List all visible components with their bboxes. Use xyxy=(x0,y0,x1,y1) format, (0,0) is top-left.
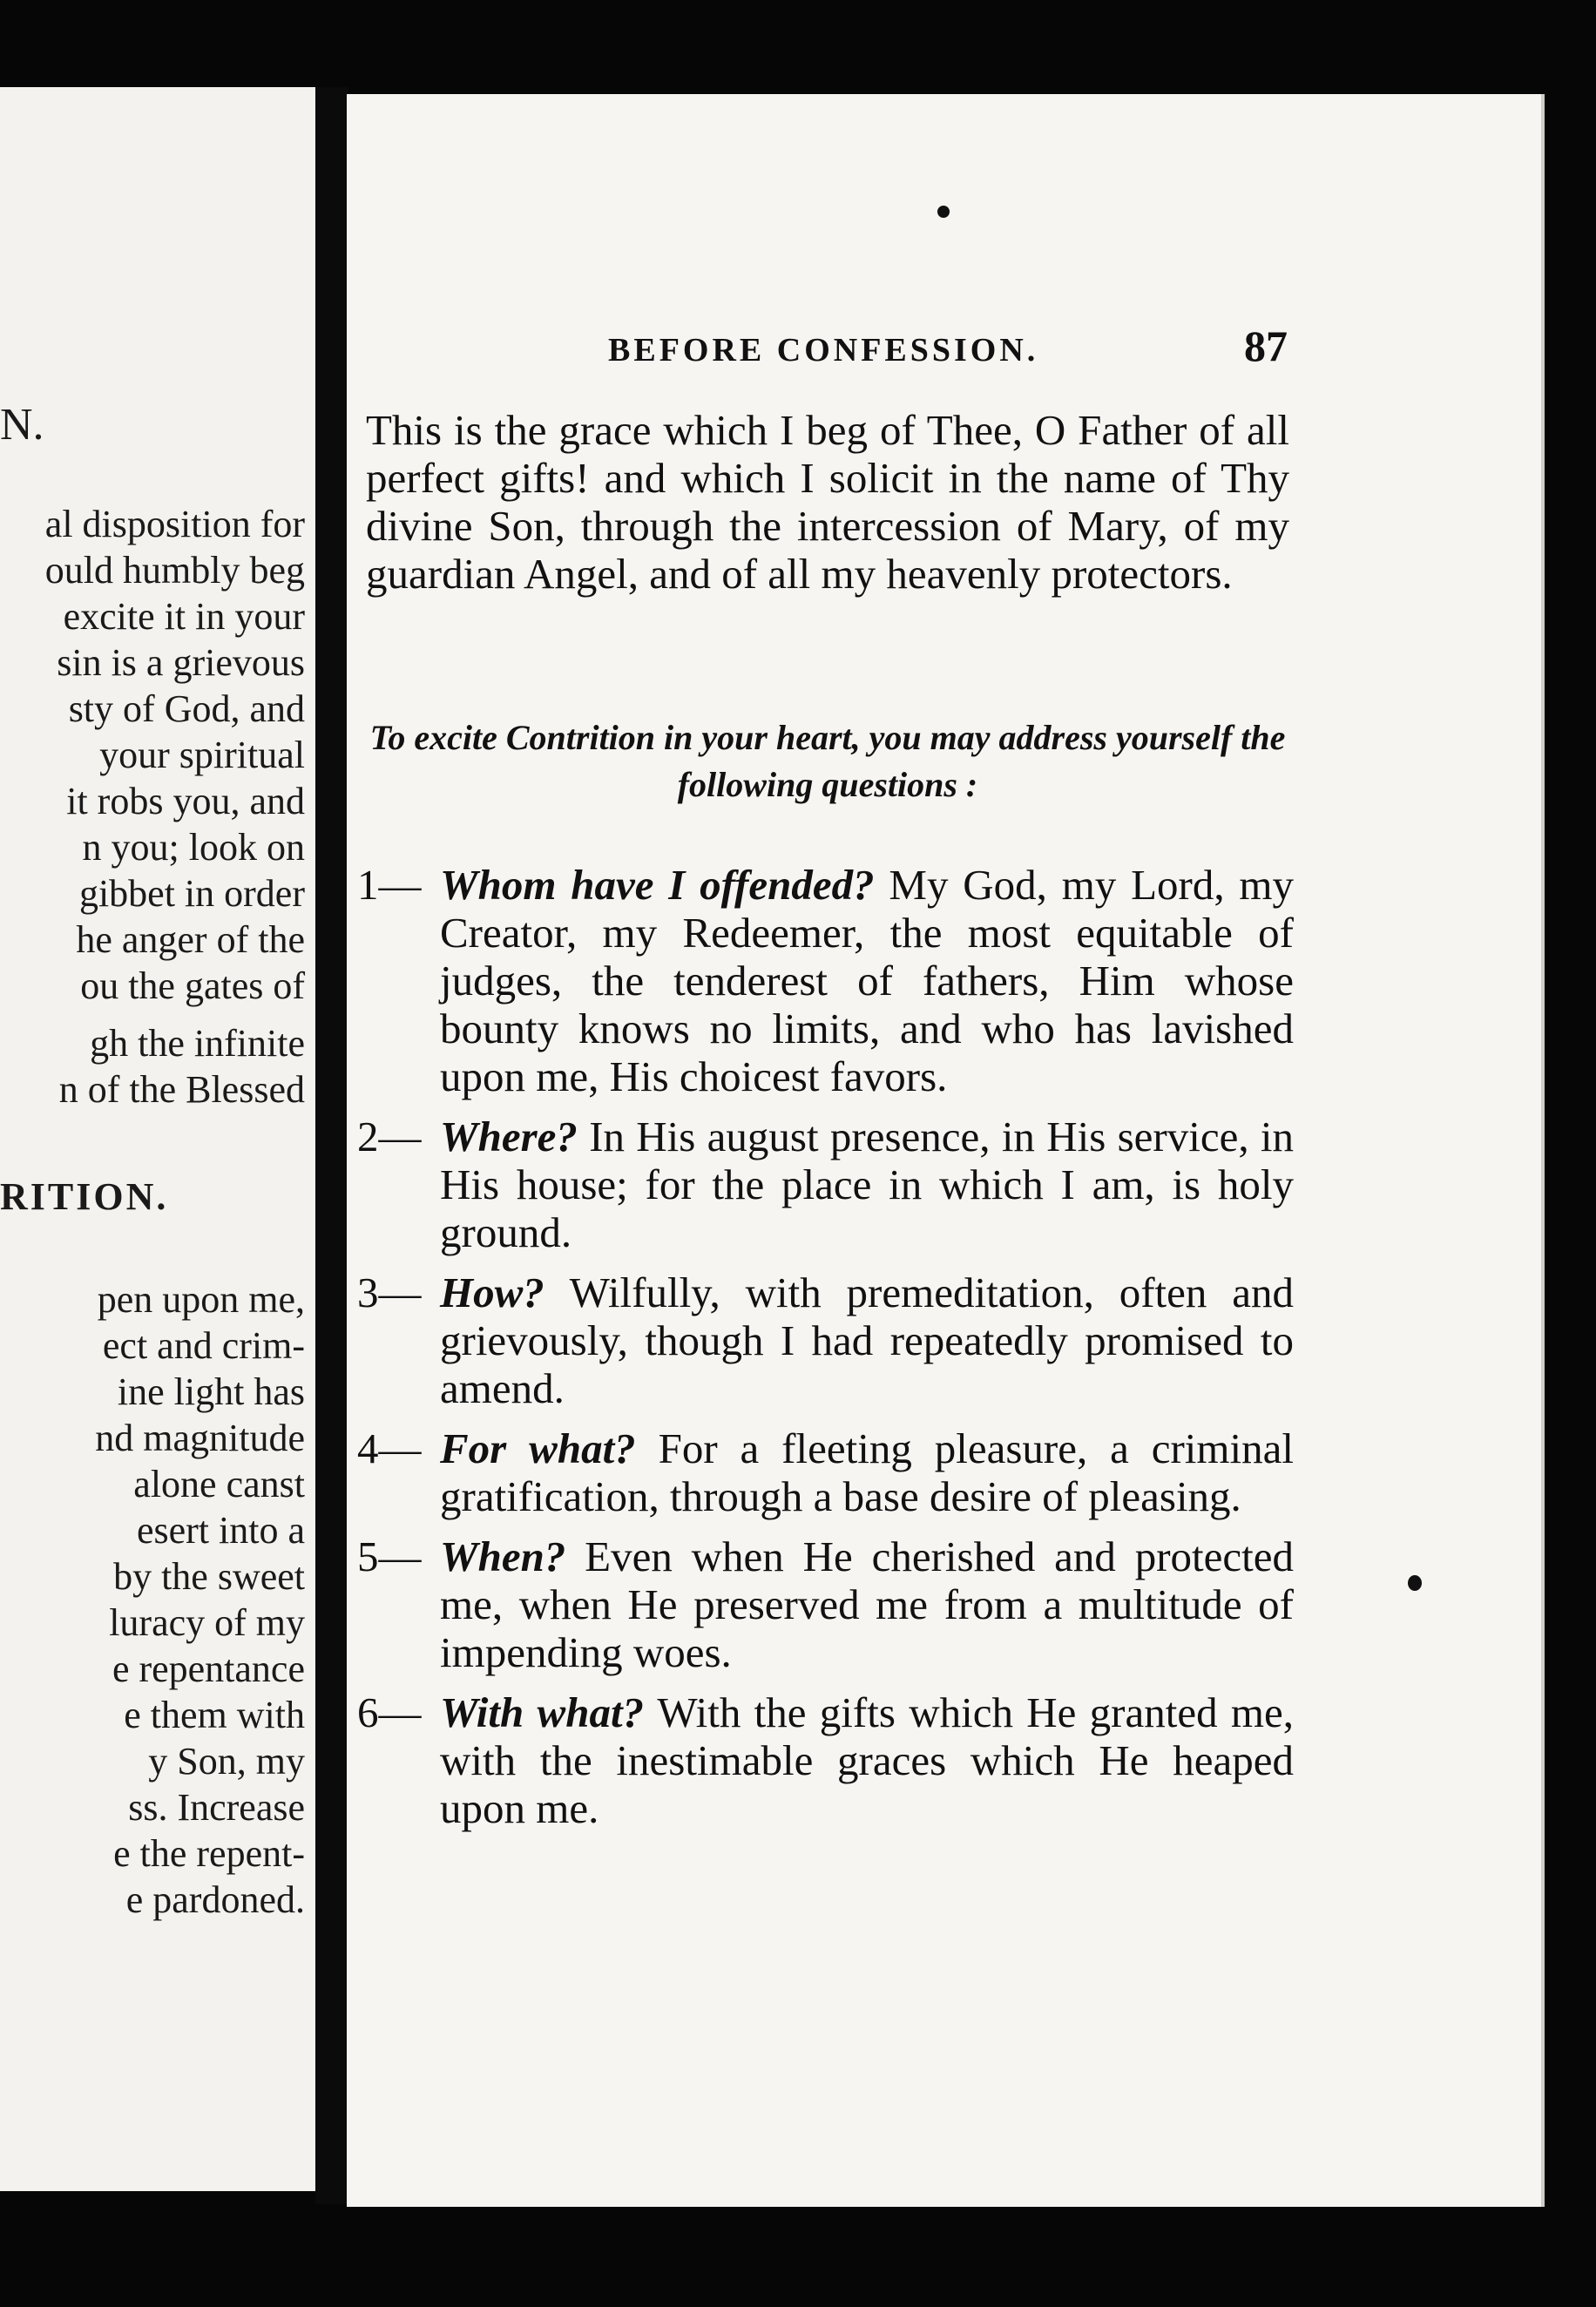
left-line: it robs you, and xyxy=(66,780,305,822)
left-line: ou the gates of xyxy=(80,964,305,1007)
left-line: pen upon me, xyxy=(97,1278,305,1321)
left-line: gh the infinite xyxy=(90,1022,305,1065)
answer-text: With the gifts which He granted me, with the inestimable graces which He heaped upon me. xyxy=(440,1688,1294,1832)
question-item xyxy=(357,1269,1294,1412)
scan-speck xyxy=(1408,1575,1422,1591)
question-number: 1— xyxy=(357,861,422,909)
left-line: al disposition for xyxy=(44,503,305,545)
left-line: n of the Blessed xyxy=(58,1068,305,1111)
left-line: e them with xyxy=(124,1694,305,1736)
running-title: BEFORE CONFESSION. xyxy=(608,332,1039,369)
question-text: When? xyxy=(440,1532,585,1580)
left-page-fragment xyxy=(0,87,315,2191)
answer-text: Even when He cherished and protected me, when He preserved me from a multitude of impending woes. xyxy=(440,1532,1295,1676)
left-line: n you; look on xyxy=(82,826,305,869)
left-line: your spiritual xyxy=(99,734,305,776)
left-line: e repentance xyxy=(112,1647,305,1690)
answer-text: In His august presence, in His service, in His house; for the place in which I am, is holy ground. xyxy=(440,1113,1294,1256)
left-line: he anger of the xyxy=(76,918,305,961)
question-number: 5— xyxy=(357,1532,422,1580)
left-line: ould humbly beg xyxy=(44,549,305,592)
question-item xyxy=(357,1424,1294,1520)
left-line: ect and crim- xyxy=(102,1324,305,1367)
left-line: luracy of my xyxy=(109,1601,305,1644)
left-line: sin is a grievous xyxy=(57,641,305,684)
instruction-text: To excite Contrition in your heart, you may address yourself the following questions : xyxy=(369,718,1286,804)
left-line: e the repent- xyxy=(113,1832,305,1875)
question-number: 4— xyxy=(357,1424,422,1472)
left-line: excite it in your xyxy=(63,595,305,638)
left-line: e pardoned. xyxy=(125,1878,305,1921)
left-line: y Son, my xyxy=(148,1740,305,1783)
question-text: How? xyxy=(440,1269,570,1316)
running-head xyxy=(608,321,1288,371)
question-number: 3— xyxy=(357,1269,422,1316)
left-line: RITION. xyxy=(0,1175,169,1218)
left-line: by the sweet xyxy=(113,1555,305,1598)
left-line: gibbet in order xyxy=(78,872,305,915)
answer-text: For a fleeting pleasure, a criminal gratification, through a base desire of pleasing. xyxy=(440,1424,1294,1520)
left-line: nd magnitude xyxy=(95,1417,305,1459)
question-item xyxy=(357,861,1294,1100)
left-line: alone canst xyxy=(133,1463,305,1505)
question-list xyxy=(357,861,1294,1844)
left-line: sty of God, and xyxy=(68,687,305,730)
left-line: N. xyxy=(0,400,44,450)
answer-text: My God, my Lord, my Creator, my Redeemer, the most equitable of judges, the tenderest of fathers, Him whose bounty knows no limits, and who has lavished upon me, His choicest favors. xyxy=(440,861,1294,1100)
scan-speck xyxy=(937,206,950,218)
question-item xyxy=(357,1532,1294,1676)
question-text: Where? xyxy=(440,1113,590,1160)
book-gutter xyxy=(315,87,348,2204)
answer-text: Wilfully, with premeditation, often and grievously, though I had repeatedly promised to amend. xyxy=(440,1269,1294,1412)
question-item xyxy=(357,1688,1294,1832)
question-text: With what? xyxy=(440,1688,658,1736)
question-number: 2— xyxy=(357,1113,422,1160)
left-line: esert into a xyxy=(136,1509,305,1552)
question-text: For what? xyxy=(440,1424,659,1472)
question-text: Whom have I offended? xyxy=(440,861,889,909)
question-item xyxy=(357,1113,1294,1256)
body-paragraph: This is the grace which I beg of Thee, O Father of all perfect gifts! and which I solicit in the name of Thy divine Son, through the intercession of Mary, of my guardian Angel, and of all my heavenly protectors. xyxy=(366,406,1289,598)
page-number: 87 xyxy=(1244,321,1288,370)
question-number: 6— xyxy=(357,1688,422,1736)
right-page xyxy=(347,94,1545,2207)
left-line: ine light has xyxy=(117,1370,305,1413)
left-line: ss. Increase xyxy=(128,1786,305,1829)
